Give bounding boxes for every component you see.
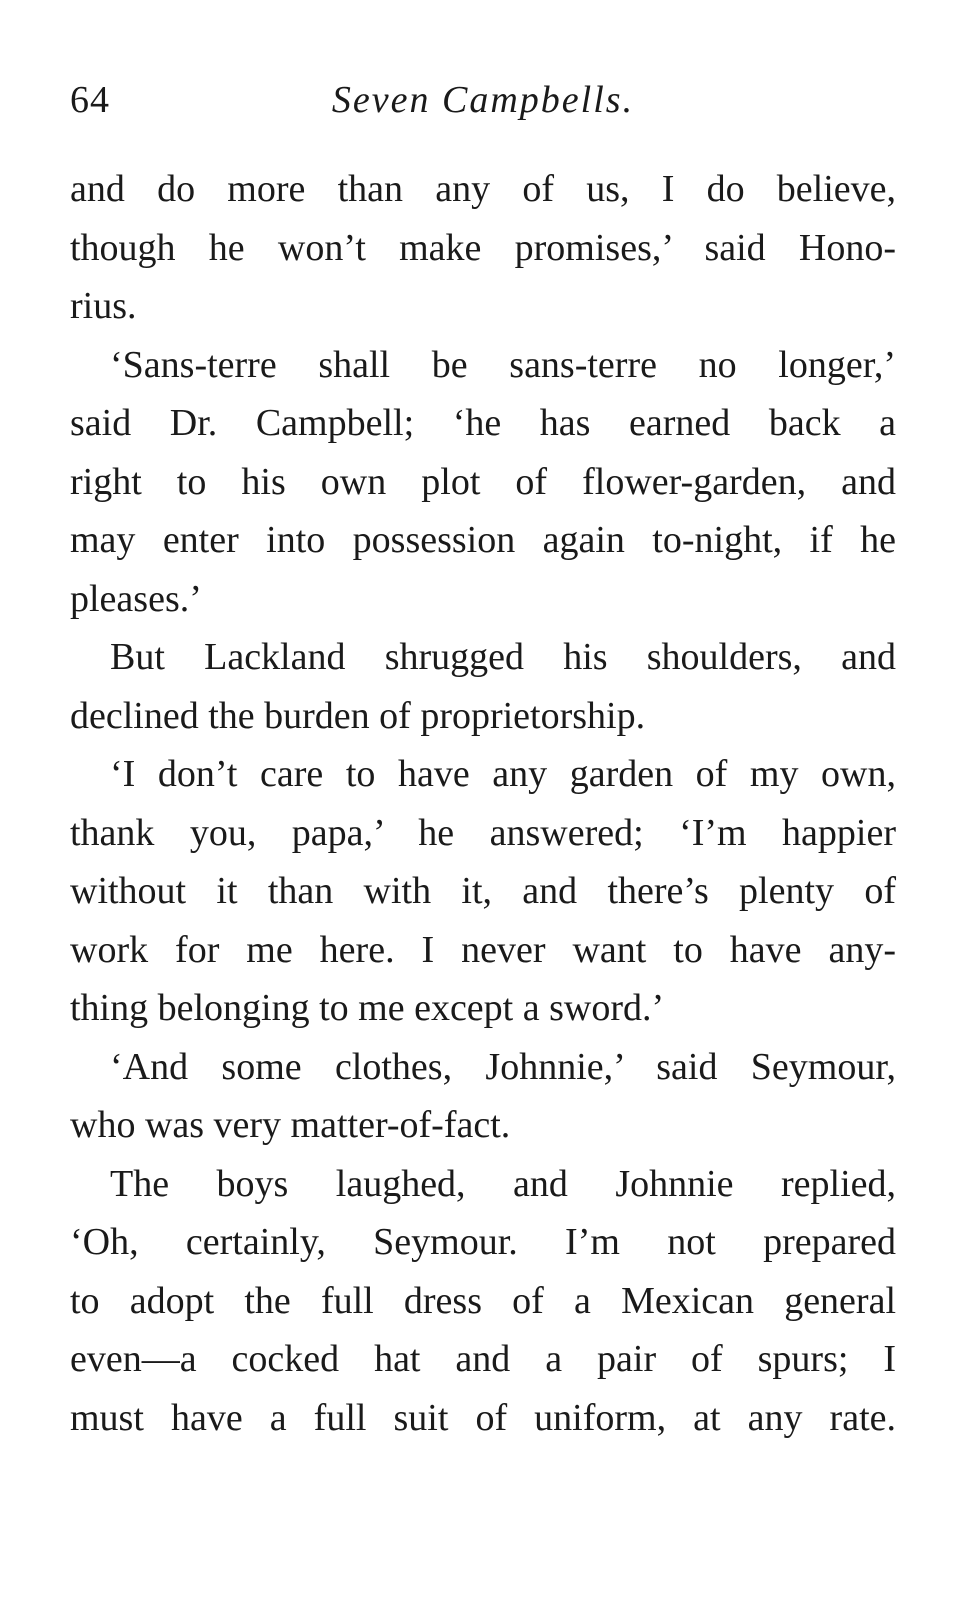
text-line: thing belonging to me except a sword.’ [70,987,665,1029]
text-line: rius. [70,285,137,327]
text-line: ‘Oh, certainly, Seymour. I’m not prepared [70,1221,896,1263]
text-line: to adopt the full dress of a Mexican general [70,1279,896,1322]
body-text [70,160,896,1447]
text-line: must have a full suit of uniform, at any rate. [70,1396,896,1439]
text-line: though he won’t make promises,’ said Hono- [70,226,896,269]
text-line: said Dr. Campbell; ‘he has earned back a [70,402,896,444]
text-line: pleases.’ [70,577,202,620]
text-line: ‘And some clothes, Johnnie,’ said Seymour, [110,1045,896,1088]
text-line: without it than with it, and there’s plenty of [70,870,896,912]
page-number: 64 [70,79,110,121]
text-line: thank you, papa,’ he answered; ‘I’m happier [70,811,896,854]
running-title: Seven Campbells. [331,79,635,121]
text-line: declined the burden of proprietorship. [70,694,646,737]
text-line: ‘Sans-terre shall be sans-terre no longer,’ [110,343,896,386]
text-line: But Lackland shrugged his shoulders, and [110,636,896,678]
text-line: who was very matter-of-fact. [70,1104,511,1146]
text-line: even—a cocked hat and a pair of spurs; I [70,1338,896,1380]
text-line: The boys laughed, and Johnnie replied, [110,1162,896,1205]
text-line: work for me here. I never want to have any- [70,928,896,971]
text-line: ‘I don’t care to have any garden of my own, [110,753,896,795]
text-line: and do more than any of us, I do believe, [70,168,896,210]
text-line: right to his own plot of flower-garden, and [70,460,896,503]
text-line: may enter into possession again to-night, if he [70,519,896,561]
page-header [70,78,896,128]
